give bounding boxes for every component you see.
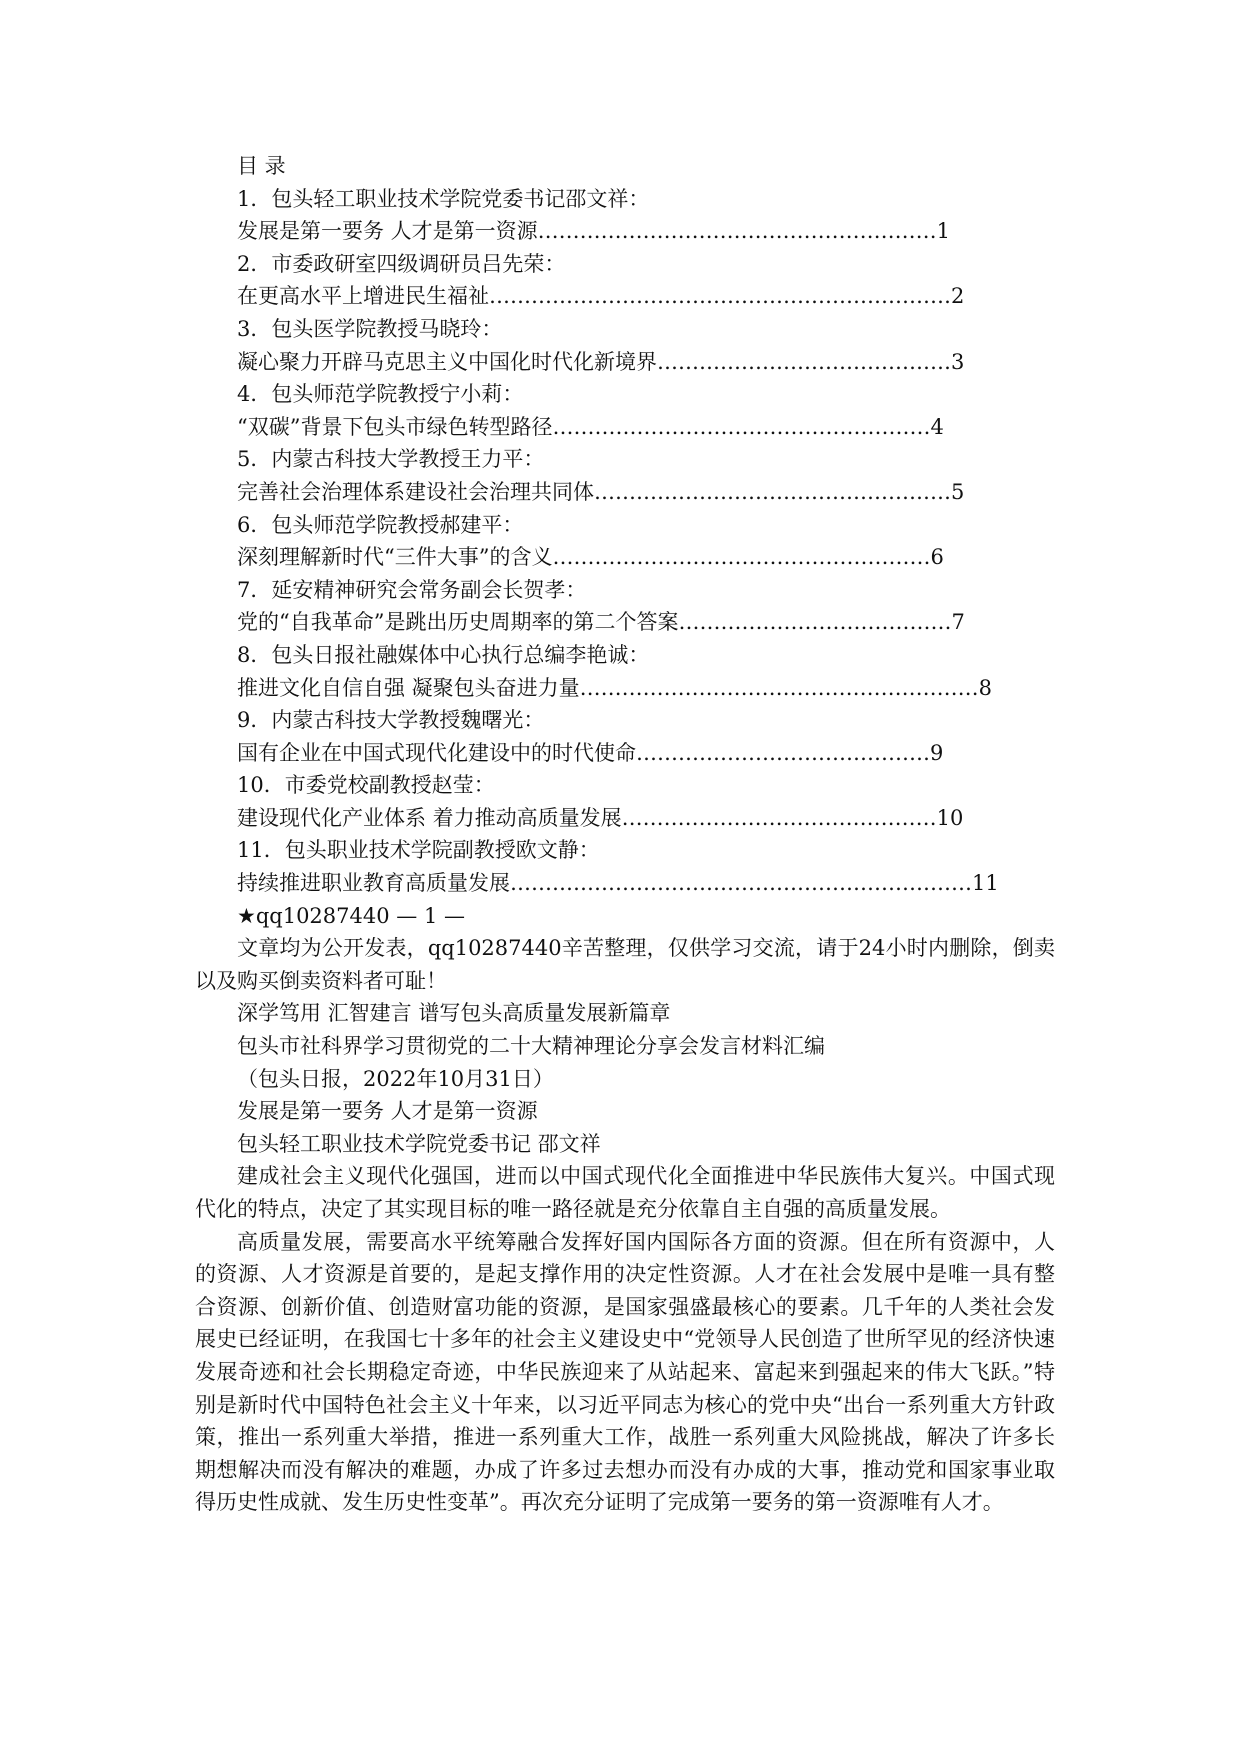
toc-author: 7．延安精神研究会常务副会长贺孝： (237, 577, 587, 602)
notice-paragraph: 文章均为公开发表，qq10287440辛苦整理，仅供学习交流，请于24小时内删除，倒卖以及购买倒卖资料者可耻！ (195, 936, 1055, 993)
toc-author: 1．包头轻工职业技术学院党委书记邵文祥： (237, 186, 650, 211)
body-paragraph: 高质量发展，需要高水平统筹融合发挥好国内国际各方面的资源。但在所有资源中，人的资源、人才资源是首要的，是起支撑作用的决定性资源。人才在社会发展中是唯一具有整合资源、创新价值、创造财富功能的资源，是国家强盛最核心的要素。几千年的人类社会发展史已经证明，在我国七十多年的社会主义建设史中“党领导人民创造了世所罕见的经济快速发展奇迹和社会长期稳定奇迹，中华民族迎来了从站起来、富起来到强起来的伟大飞跃。”特别是新时代中国特色社会主义十年来，以习近平同志为核心的党中央“出台一系列重大方针政策，推出一系列重大举措，推进一系列重大工作，战胜一系列重大风险挑战，解决了许多长期想解决而没有解决的难题，办成了许多过去想办而没有办成的大事，推动党和国家事业取得历史性成就、发生历史性变革”。再次充分证明了完成第一要务的第一资源唯有人才。 (195, 1229, 1055, 1515)
toc-title: 在更高水平上增进民生福祉…………………………………………………………2 (237, 284, 965, 309)
source-line: （包头日报，2022年10月31日） (237, 1066, 554, 1091)
toc-title: 党的“自我革命”是跳出历史周期率的第二个答案…………………………………7 (237, 610, 965, 635)
toc-author: 6．包头师范学院教授郝建平： (237, 512, 524, 537)
toc-title: 凝心聚力开辟马克思主义中国化时代化新境界……………………………………3 (237, 349, 965, 374)
toc-list (195, 183, 1055, 900)
toc-author: 5．内蒙古科技大学教授王力平： (237, 447, 545, 472)
toc-entry (195, 378, 1055, 443)
body-paragraph: 建成社会主义现代化强国，进而以中国式现代化全面推进中华民族伟大复兴。中国式现代化的特点，决定了其实现目标的唯一路径就是充分依靠自主自强的高质量发展。 (195, 1164, 1055, 1221)
toc-title: 深刻理解新时代“三件大事”的含义………………………………………………6 (237, 545, 944, 570)
toc-author: 3．包头医学院教授马晓玲： (237, 316, 503, 341)
toc-title: 持续推进职业教育高质量发展…………………………………………………………11 (237, 871, 999, 896)
toc-entry (195, 574, 1055, 639)
toc-author: 11．包头职业技术学院副教授欧文静： (237, 838, 600, 863)
article-author: 包头轻工职业技术学院党委书记 邵文祥 (237, 1131, 601, 1156)
document-page (195, 150, 1055, 1519)
page-marker: ★qq10287440 — 1 — (237, 903, 465, 928)
toc-author: 2．市委政研室四级调研员吕先荣： (237, 251, 566, 276)
toc-entry (195, 639, 1055, 704)
toc-entry (195, 443, 1055, 508)
toc-title: 国有企业在中国式现代化建设中的时代使命……………………………………9 (237, 740, 944, 765)
toc-title: 完善社会治理体系建设社会治理共同体……………………………………………5 (237, 479, 965, 504)
toc-heading: 目 录 (237, 154, 286, 178)
toc-title: 发展是第一要务 人才是第一资源…………………………………………………1 (237, 219, 951, 244)
subheadline: 包头市社科界学习贯彻党的二十大精神理论分享会发言材料汇编 (237, 1034, 825, 1059)
toc-entry (195, 509, 1055, 574)
toc-title: “双碳”背景下包头市绿色转型路径………………………………………………4 (237, 414, 944, 439)
toc-author: 10．市委党校副教授赵莹： (237, 773, 495, 798)
toc-entry (195, 834, 1055, 899)
toc-title: 推进文化自信自强 凝聚包头奋进力量…………………………………………………8 (237, 675, 993, 700)
toc-author: 9．内蒙古科技大学教授魏曙光： (237, 708, 545, 733)
toc-title: 建设现代化产业体系 着力推动高质量发展………………………………………10 (237, 805, 964, 830)
toc-entry (195, 183, 1055, 248)
toc-entry (195, 704, 1055, 769)
article-title: 发展是第一要务 人才是第一资源 (237, 1099, 538, 1124)
toc-author: 8．包头日报社融媒体中心执行总编李艳诚： (237, 642, 650, 667)
toc-author: 4．包头师范学院教授宁小莉： (237, 382, 524, 407)
toc-entry (195, 248, 1055, 313)
headline: 深学笃用 汇智建言 谱写包头高质量发展新篇章 (237, 1001, 671, 1026)
toc-entry (195, 313, 1055, 378)
toc-entry (195, 769, 1055, 834)
